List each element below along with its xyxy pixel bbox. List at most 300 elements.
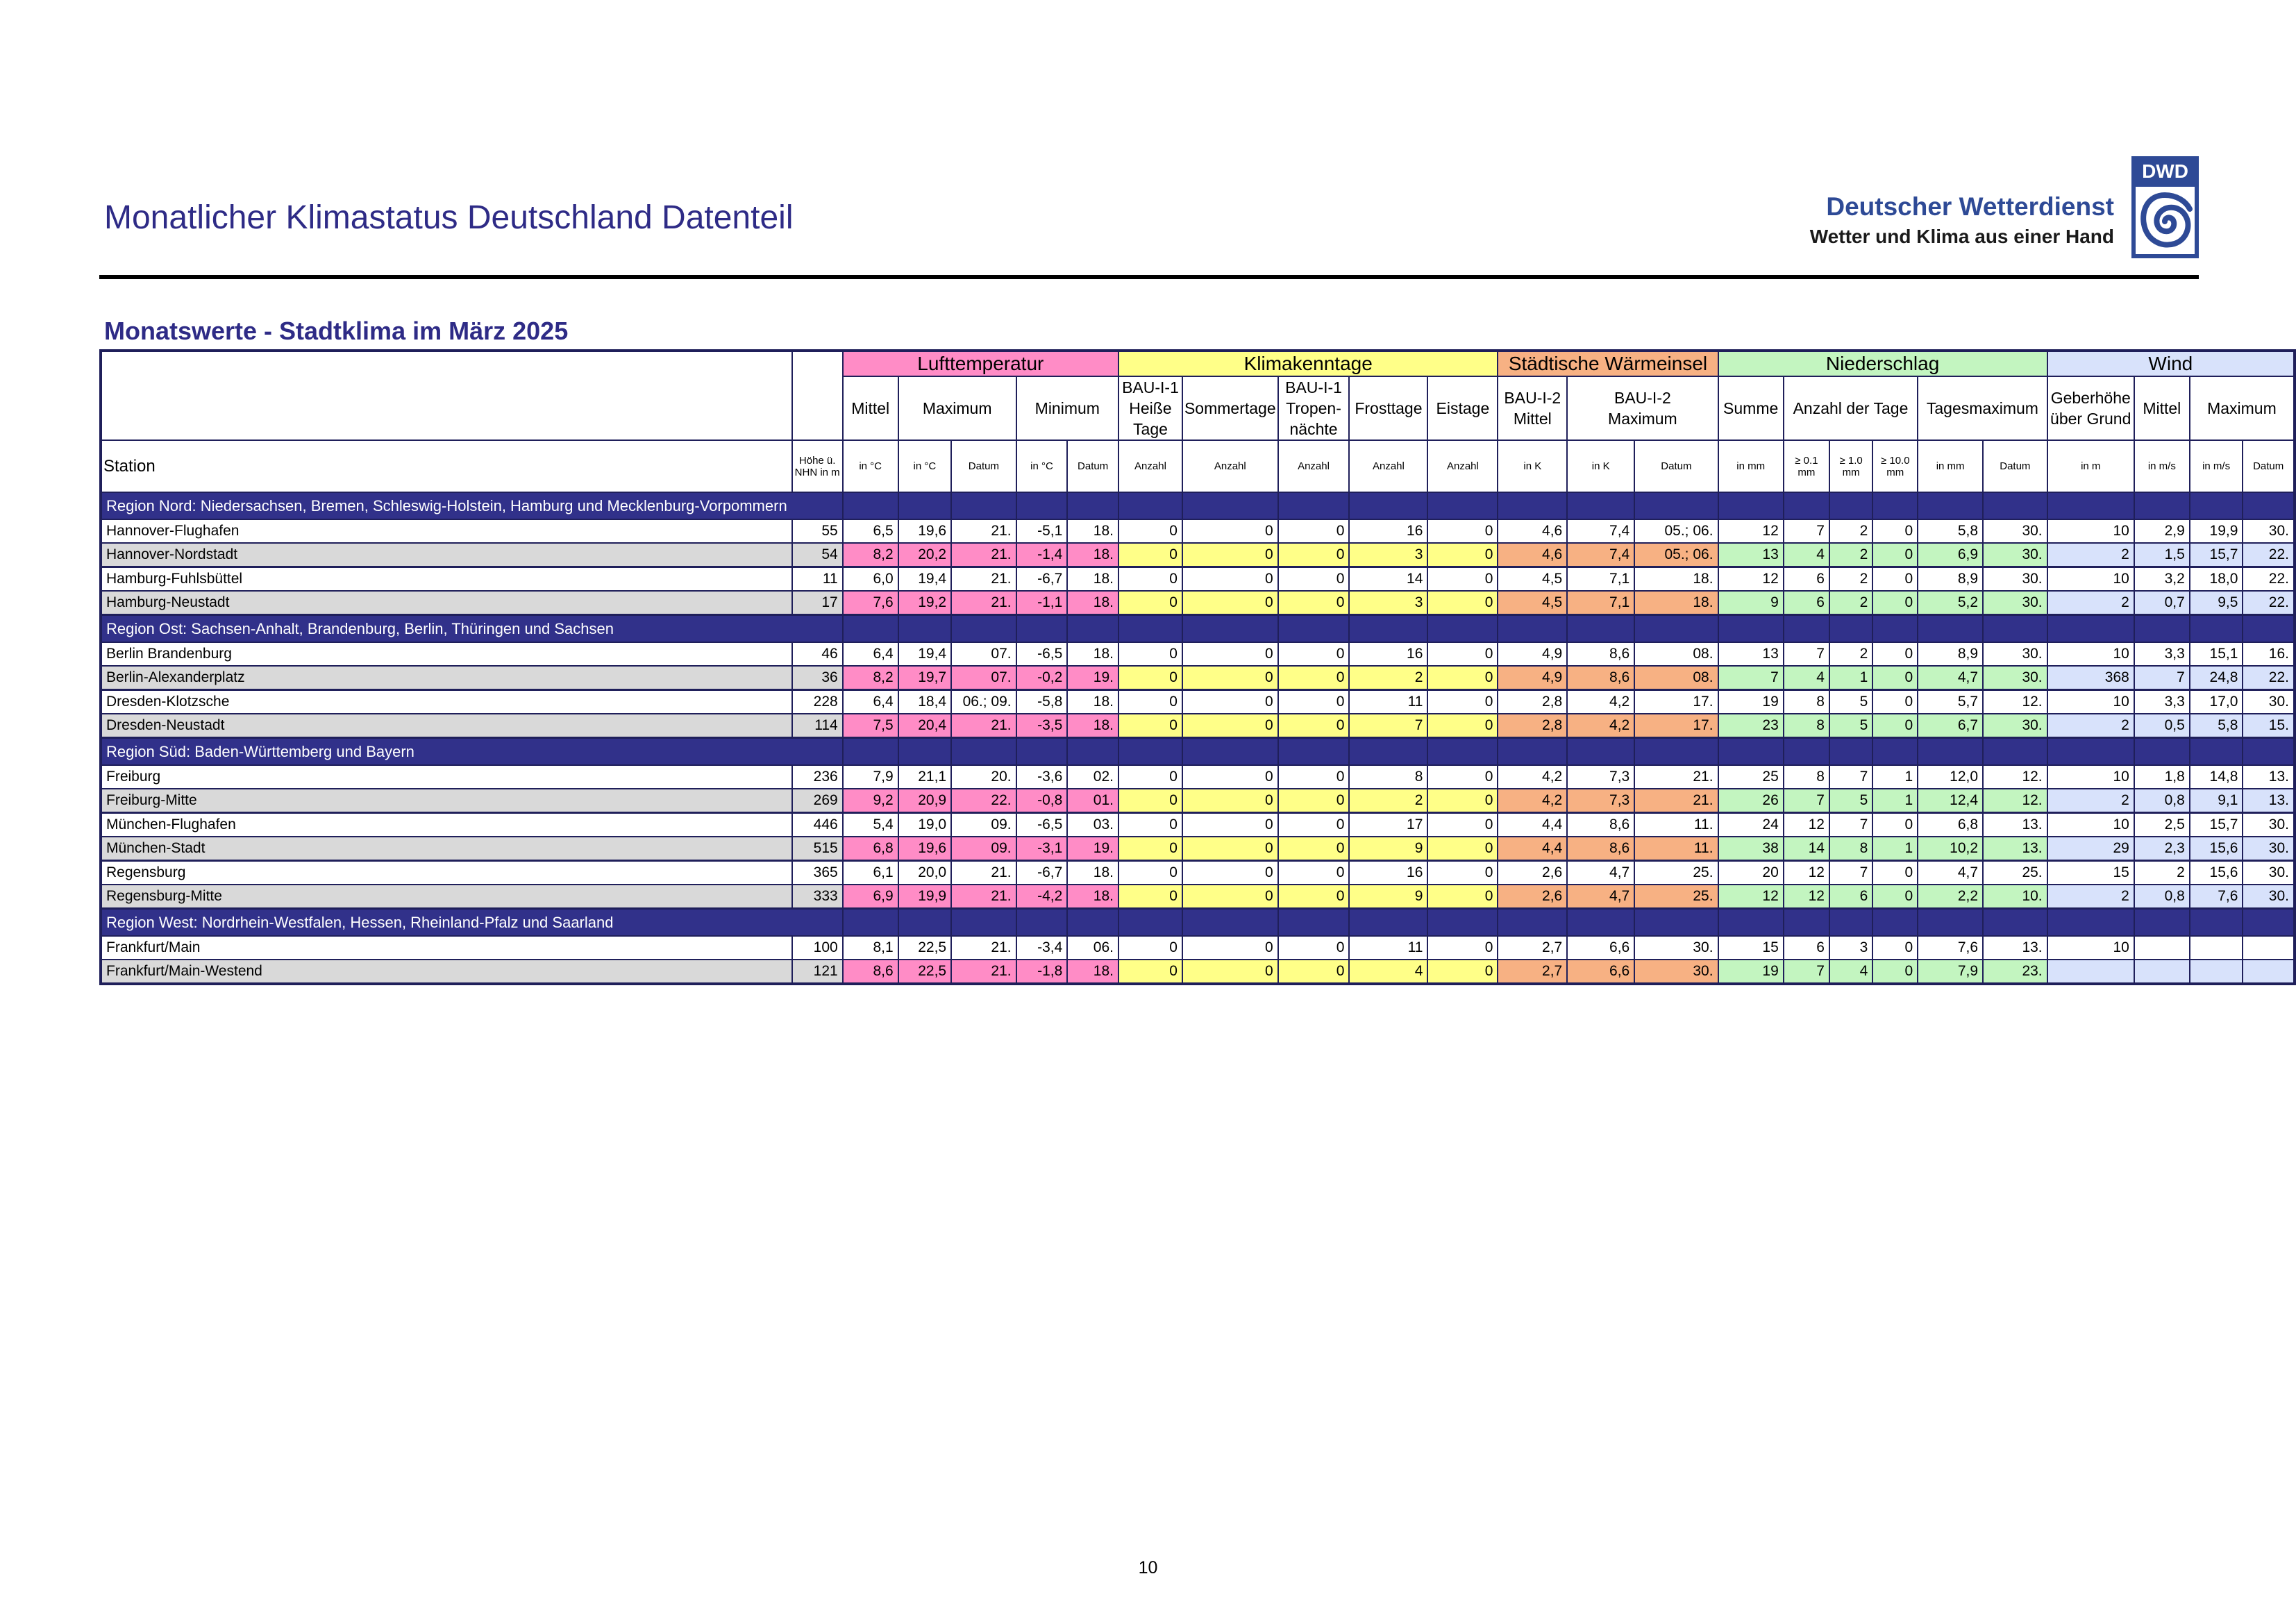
table-cell: 4 bbox=[1784, 543, 1829, 567]
table-cell: 3,2 bbox=[2134, 567, 2190, 592]
table-cell: 8,9 bbox=[1918, 567, 1983, 592]
table-cell: 18. bbox=[1067, 519, 1118, 543]
table-cell: 6,9 bbox=[843, 885, 898, 909]
table-cell: 13. bbox=[1983, 837, 2047, 861]
table-row bbox=[101, 813, 2295, 837]
table-cell: 4,4 bbox=[1498, 837, 1567, 861]
sub-ns-tagesmaximum: Tagesmaximum bbox=[1918, 376, 2047, 440]
table-cell: 2 bbox=[2047, 885, 2134, 909]
region-band-cell bbox=[1349, 738, 1427, 766]
table-cell: 8,6 bbox=[1567, 666, 1634, 690]
table-cell: 8,6 bbox=[1567, 642, 1634, 666]
table-row bbox=[101, 714, 2295, 738]
table-cell: 19 bbox=[1718, 690, 1784, 714]
region-band-cell bbox=[1634, 909, 1718, 937]
table-cell: 8,6 bbox=[1567, 813, 1634, 837]
section-title: Monatswerte - Stadtklima im März 2025 bbox=[104, 317, 569, 345]
table-cell: 6 bbox=[1784, 591, 1829, 615]
table-cell: 08. bbox=[1634, 642, 1718, 666]
table-cell: 9 bbox=[1349, 837, 1427, 861]
table-cell: -6,7 bbox=[1016, 861, 1068, 885]
unit-cell: Datum bbox=[1983, 440, 2047, 492]
table-cell: 4,7 bbox=[1918, 861, 1983, 885]
table-cell: 22,5 bbox=[898, 960, 951, 984]
table-cell: 55 bbox=[792, 519, 843, 543]
table-cell: 20,4 bbox=[898, 714, 951, 738]
table-row bbox=[101, 543, 2295, 567]
unit-cell: Anzahl bbox=[1427, 440, 1498, 492]
table-cell: 5 bbox=[1829, 789, 1872, 813]
table-cell bbox=[2243, 960, 2295, 984]
table-cell: 9 bbox=[1349, 885, 1427, 909]
table-cell: 4,2 bbox=[1498, 789, 1567, 813]
table-cell: 3 bbox=[1349, 591, 1427, 615]
station-name: Berlin Brandenburg bbox=[101, 642, 792, 666]
table-cell: 15 bbox=[2047, 861, 2134, 885]
group-niederschlag: Niederschlag bbox=[1718, 351, 2047, 376]
table-cell: 2 bbox=[1829, 567, 1872, 592]
table-cell: -5,1 bbox=[1016, 519, 1068, 543]
table-cell: 1 bbox=[1872, 789, 1918, 813]
header-rule bbox=[99, 275, 2199, 279]
table-cell: 7,3 bbox=[1567, 765, 1634, 789]
table-cell: 03. bbox=[1067, 813, 1118, 837]
table-cell: 30. bbox=[2243, 837, 2295, 861]
table-cell: 30. bbox=[1983, 543, 2047, 567]
table-cell: 10,2 bbox=[1918, 837, 1983, 861]
table-cell: 6,6 bbox=[1567, 936, 1634, 960]
table-cell: 0 bbox=[1118, 813, 1182, 837]
page-title: Monatlicher Klimastatus Deutschland Datenteil bbox=[104, 199, 794, 236]
region-band-cell bbox=[2047, 738, 2134, 766]
table-cell: 2 bbox=[2047, 789, 2134, 813]
table-cell: 20,2 bbox=[898, 543, 951, 567]
table-cell: 2,5 bbox=[2134, 813, 2190, 837]
table-cell: 30. bbox=[2243, 690, 2295, 714]
region-band-cell bbox=[898, 909, 951, 937]
table-cell: 0 bbox=[1427, 519, 1498, 543]
table-cell: 8 bbox=[1784, 690, 1829, 714]
table-cell: 7 bbox=[1784, 789, 1829, 813]
region-band-cell bbox=[1067, 909, 1118, 937]
station-name: Regensburg-Mitte bbox=[101, 885, 792, 909]
sub-tropennaechte: BAU-I-1 Tropen- nächte bbox=[1278, 376, 1350, 440]
table-cell: 269 bbox=[792, 789, 843, 813]
region-band-cell bbox=[1498, 615, 1567, 643]
region-band-cell bbox=[1498, 738, 1567, 766]
table-cell: 12. bbox=[1983, 789, 2047, 813]
table-cell: 12,4 bbox=[1918, 789, 1983, 813]
table-cell: 23 bbox=[1718, 714, 1784, 738]
table-cell: 9 bbox=[1718, 591, 1784, 615]
table-cell: -3,1 bbox=[1016, 837, 1068, 861]
table-cell: 5,4 bbox=[843, 813, 898, 837]
table-cell: 30. bbox=[2243, 813, 2295, 837]
table-cell: 21. bbox=[1634, 789, 1718, 813]
table-cell: 4,2 bbox=[1567, 714, 1634, 738]
table-cell: 30. bbox=[2243, 861, 2295, 885]
region-band-cell bbox=[1278, 615, 1350, 643]
table-cell: 18. bbox=[1067, 543, 1118, 567]
region-band-cell bbox=[1983, 492, 2047, 519]
region-band-cell bbox=[1567, 738, 1634, 766]
table-cell: 9,2 bbox=[843, 789, 898, 813]
table-row bbox=[101, 690, 2295, 714]
table-cell: 11. bbox=[1634, 837, 1718, 861]
region-band-cell bbox=[1118, 738, 1182, 766]
table-cell: -4,2 bbox=[1016, 885, 1068, 909]
region-band-cell bbox=[843, 615, 898, 643]
table-cell: 22,5 bbox=[898, 936, 951, 960]
table-cell: 21. bbox=[951, 936, 1016, 960]
table-cell: 6 bbox=[1784, 567, 1829, 592]
table-cell: 18. bbox=[1634, 591, 1718, 615]
table-cell: 4 bbox=[1784, 666, 1829, 690]
table-cell: 15 bbox=[1718, 936, 1784, 960]
station-name: München-Flughafen bbox=[101, 813, 792, 837]
table-cell: 0 bbox=[1278, 519, 1350, 543]
table-cell: 30. bbox=[1634, 960, 1718, 984]
table-cell: 7,1 bbox=[1567, 567, 1634, 592]
table-row bbox=[101, 567, 2295, 592]
table-cell: 0 bbox=[1427, 885, 1498, 909]
table-cell: 17 bbox=[792, 591, 843, 615]
table-cell: 7,6 bbox=[1918, 936, 1983, 960]
table-cell: 15,6 bbox=[2190, 861, 2243, 885]
table-cell: 30. bbox=[1983, 642, 2047, 666]
table-cell: 12 bbox=[1718, 567, 1784, 592]
sub-frosttage: Frosttage bbox=[1349, 376, 1427, 440]
table-cell: 19,2 bbox=[898, 591, 951, 615]
table-cell: 06.; 09. bbox=[951, 690, 1016, 714]
region-band-cell bbox=[1918, 909, 1983, 937]
table-cell: 0 bbox=[1427, 960, 1498, 984]
table-cell bbox=[2134, 960, 2190, 984]
table-cell: 10 bbox=[2047, 642, 2134, 666]
unit-cell: in m bbox=[2047, 440, 2134, 492]
table-cell: 4,9 bbox=[1498, 642, 1567, 666]
climate-table-body bbox=[101, 492, 2295, 984]
region-band-cell bbox=[843, 492, 898, 519]
table-cell: 7,6 bbox=[2190, 885, 2243, 909]
table-cell: 4,7 bbox=[1918, 666, 1983, 690]
region-band-cell bbox=[2190, 738, 2243, 766]
table-cell: 12 bbox=[1784, 813, 1829, 837]
table-cell: 12. bbox=[1983, 690, 2047, 714]
region-band-cell bbox=[1427, 738, 1498, 766]
table-cell: 15,6 bbox=[2190, 837, 2243, 861]
table-cell: 0 bbox=[1118, 591, 1182, 615]
logo-name: Deutscher Wetterdienst bbox=[1826, 192, 2114, 221]
table-cell: 21. bbox=[1634, 765, 1718, 789]
table-cell: 6,5 bbox=[843, 519, 898, 543]
table-cell: 228 bbox=[792, 690, 843, 714]
table-cell: 26 bbox=[1718, 789, 1784, 813]
table-cell: 21. bbox=[951, 567, 1016, 592]
region-band-cell bbox=[792, 492, 843, 519]
table-cell: 13. bbox=[1983, 936, 2047, 960]
table-cell: -5,8 bbox=[1016, 690, 1068, 714]
region-band-cell bbox=[2243, 909, 2295, 937]
table-cell: 38 bbox=[1718, 837, 1784, 861]
table-cell: 0 bbox=[1182, 936, 1278, 960]
table-cell: -0,2 bbox=[1016, 666, 1068, 690]
table-cell: 13. bbox=[2243, 789, 2295, 813]
table-row bbox=[101, 861, 2295, 885]
unit-cell: Datum bbox=[2243, 440, 2295, 492]
table-cell: 4 bbox=[1349, 960, 1427, 984]
region-band-cell bbox=[1634, 492, 1718, 519]
table-cell: 2 bbox=[1829, 642, 1872, 666]
table-cell: 02. bbox=[1067, 765, 1118, 789]
region-band-cell bbox=[1918, 738, 1983, 766]
region-band-cell bbox=[2134, 615, 2190, 643]
table-cell: 0 bbox=[1278, 642, 1350, 666]
table-cell: 0 bbox=[1427, 765, 1498, 789]
table-cell: 4,9 bbox=[1498, 666, 1567, 690]
table-cell: 7 bbox=[1784, 960, 1829, 984]
table-cell: 3 bbox=[1829, 936, 1872, 960]
region-band-cell bbox=[1118, 615, 1182, 643]
table-cell bbox=[2047, 960, 2134, 984]
table-cell: 6,9 bbox=[1918, 543, 1983, 567]
table-cell: 0 bbox=[1872, 519, 1918, 543]
hoehe-header-blank bbox=[792, 351, 843, 440]
region-band-cell bbox=[792, 909, 843, 937]
table-cell: 0 bbox=[1182, 813, 1278, 837]
table-cell: 20. bbox=[951, 765, 1016, 789]
table-cell: 01. bbox=[1067, 789, 1118, 813]
table-row bbox=[101, 519, 2295, 543]
table-cell: 07. bbox=[951, 666, 1016, 690]
table-cell: 2 bbox=[1829, 543, 1872, 567]
table-cell: 0 bbox=[1872, 690, 1918, 714]
station-name: Frankfurt/Main bbox=[101, 936, 792, 960]
region-band-cell bbox=[1182, 615, 1278, 643]
region-band-cell bbox=[1784, 492, 1829, 519]
table-cell: 18,0 bbox=[2190, 567, 2243, 592]
table-cell: 30. bbox=[1983, 666, 2047, 690]
table-cell: 0 bbox=[1278, 567, 1350, 592]
table-cell: 6 bbox=[1829, 885, 1872, 909]
region-band-cell bbox=[1634, 615, 1718, 643]
table-cell: 5,7 bbox=[1918, 690, 1983, 714]
table-cell: -3,5 bbox=[1016, 714, 1068, 738]
region-band-cell bbox=[1784, 909, 1829, 937]
table-cell: 2 bbox=[1829, 591, 1872, 615]
unit-cell: in °C bbox=[1016, 440, 1068, 492]
table-cell: 0 bbox=[1118, 714, 1182, 738]
unit-cell: Anzahl bbox=[1349, 440, 1427, 492]
dwd-logo bbox=[1777, 156, 2199, 258]
table-cell: 4,7 bbox=[1567, 885, 1634, 909]
table-cell: 6,1 bbox=[843, 861, 898, 885]
table-row bbox=[101, 960, 2295, 984]
sub-ns-summe: Summe bbox=[1718, 376, 1784, 440]
table-cell: 0 bbox=[1872, 567, 1918, 592]
region-band-cell bbox=[1983, 615, 2047, 643]
table-cell: 0 bbox=[1427, 543, 1498, 567]
table-cell: 4,4 bbox=[1498, 813, 1567, 837]
table-cell: 10. bbox=[1983, 885, 2047, 909]
table-cell: 10 bbox=[2047, 690, 2134, 714]
table-cell: 12 bbox=[1784, 861, 1829, 885]
table-cell: 236 bbox=[792, 765, 843, 789]
region-band-cell bbox=[1829, 492, 1872, 519]
station-name: Hamburg-Neustadt bbox=[101, 591, 792, 615]
sub-eistage: Eistage bbox=[1427, 376, 1498, 440]
region-band-cell bbox=[1918, 615, 1983, 643]
table-cell: 8 bbox=[1784, 714, 1829, 738]
table-cell: 7 bbox=[2134, 666, 2190, 690]
table-cell: 121 bbox=[792, 960, 843, 984]
table-cell: 0 bbox=[1427, 837, 1498, 861]
table-cell: 0 bbox=[1872, 714, 1918, 738]
region-name: Region West: Nordrhein-Westfalen, Hessen, Rheinland-Pfalz und Saarland bbox=[101, 909, 792, 937]
table-cell: 2,6 bbox=[1498, 885, 1567, 909]
sub-lt-minimum: Minimum bbox=[1016, 376, 1118, 440]
table-cell: -1,1 bbox=[1016, 591, 1068, 615]
table-cell: 20,0 bbox=[898, 861, 951, 885]
table-cell: 1 bbox=[1872, 765, 1918, 789]
table-cell: 17 bbox=[1349, 813, 1427, 837]
table-cell: 18. bbox=[1067, 885, 1118, 909]
table-cell: 19. bbox=[1067, 666, 1118, 690]
region-name: Region Ost: Sachsen-Anhalt, Brandenburg, Berlin, Thüringen und Sachsen bbox=[101, 615, 792, 643]
region-band-cell bbox=[1872, 492, 1918, 519]
table-row bbox=[101, 591, 2295, 615]
table-cell: 4,7 bbox=[1567, 861, 1634, 885]
table-cell: 0 bbox=[1278, 936, 1350, 960]
table-cell: 46 bbox=[792, 642, 843, 666]
table-cell: 0 bbox=[1118, 690, 1182, 714]
table-cell: 0 bbox=[1278, 690, 1350, 714]
table-cell: 19,4 bbox=[898, 567, 951, 592]
table-cell: 29 bbox=[2047, 837, 2134, 861]
table-cell: 0 bbox=[1872, 666, 1918, 690]
table-cell: 6,0 bbox=[843, 567, 898, 592]
climate-table bbox=[99, 349, 2296, 985]
region-band-cell bbox=[1182, 909, 1278, 937]
table-row bbox=[101, 789, 2295, 813]
region-band-cell bbox=[1918, 492, 1983, 519]
station-name: Hamburg-Fuhlsbüttel bbox=[101, 567, 792, 592]
table-cell: 30. bbox=[1983, 567, 2047, 592]
group-lufttemperatur: Lufttemperatur bbox=[843, 351, 1118, 376]
table-cell: 25 bbox=[1718, 765, 1784, 789]
region-band-cell bbox=[1016, 492, 1068, 519]
table-cell: -6,5 bbox=[1016, 813, 1068, 837]
unit-cell: in m/s bbox=[2134, 440, 2190, 492]
region-band-cell bbox=[1427, 615, 1498, 643]
table-cell: 0 bbox=[1872, 591, 1918, 615]
unit-cell: ≥ 1.0 mm bbox=[1829, 440, 1872, 492]
region-row bbox=[101, 615, 2295, 643]
table-cell: 18. bbox=[1067, 567, 1118, 592]
table-row bbox=[101, 837, 2295, 861]
table-cell: 7,5 bbox=[843, 714, 898, 738]
table-cell: 365 bbox=[792, 861, 843, 885]
region-band-cell bbox=[843, 738, 898, 766]
table-cell: 1 bbox=[1829, 666, 1872, 690]
table-cell: 6,8 bbox=[1918, 813, 1983, 837]
region-band-cell bbox=[1016, 909, 1068, 937]
table-cell: 10 bbox=[2047, 813, 2134, 837]
table-cell: 6,8 bbox=[843, 837, 898, 861]
table-cell: 23. bbox=[1983, 960, 2047, 984]
table-cell: 2 bbox=[2134, 861, 2190, 885]
sub-ns-anzahl: Anzahl der Tage bbox=[1784, 376, 1918, 440]
sub-wd-maximum: Maximum bbox=[2190, 376, 2295, 440]
region-band-cell bbox=[2190, 615, 2243, 643]
table-cell: 6,7 bbox=[1918, 714, 1983, 738]
region-row bbox=[101, 492, 2295, 519]
table-cell: 0 bbox=[1182, 960, 1278, 984]
table-cell: 0 bbox=[1427, 813, 1498, 837]
table-cell: 2,7 bbox=[1498, 936, 1567, 960]
region-band-cell bbox=[2190, 492, 2243, 519]
group-klimakenntage: Klimakenntage bbox=[1118, 351, 1498, 376]
table-cell: 9,1 bbox=[2190, 789, 2243, 813]
table-cell: 13 bbox=[1718, 642, 1784, 666]
table-cell: 11. bbox=[1634, 813, 1718, 837]
table-cell: 21,1 bbox=[898, 765, 951, 789]
table-cell: 18. bbox=[1067, 690, 1118, 714]
table-cell: 0 bbox=[1872, 861, 1918, 885]
table-cell: 30. bbox=[1983, 714, 2047, 738]
table-cell: 0 bbox=[1427, 936, 1498, 960]
table-cell: 0 bbox=[1182, 543, 1278, 567]
table-row bbox=[101, 936, 2295, 960]
unit-cell: Anzahl bbox=[1182, 440, 1278, 492]
table-cell: 4,6 bbox=[1498, 543, 1567, 567]
table-cell: 333 bbox=[792, 885, 843, 909]
region-band-cell bbox=[1182, 492, 1278, 519]
region-band-cell bbox=[2243, 738, 2295, 766]
table-cell: 13 bbox=[1718, 543, 1784, 567]
table-cell: 0 bbox=[1427, 666, 1498, 690]
table-cell: 19,9 bbox=[898, 885, 951, 909]
sub-wi-mittel: BAU-I-2 Mittel bbox=[1498, 376, 1567, 440]
table-cell: 0 bbox=[1118, 519, 1182, 543]
region-band-cell bbox=[1498, 492, 1567, 519]
region-band-cell bbox=[1278, 492, 1350, 519]
table-cell: 4,2 bbox=[1498, 765, 1567, 789]
table-cell: 18. bbox=[1634, 567, 1718, 592]
region-band-cell bbox=[1067, 738, 1118, 766]
table-cell: 0,8 bbox=[2134, 789, 2190, 813]
table-cell: 0 bbox=[1182, 885, 1278, 909]
table-cell: 4 bbox=[1829, 960, 1872, 984]
region-band-cell bbox=[951, 909, 1016, 937]
table-cell: -3,6 bbox=[1016, 765, 1068, 789]
table-cell: 1 bbox=[1872, 837, 1918, 861]
table-cell: 22. bbox=[951, 789, 1016, 813]
table-cell: 21. bbox=[951, 591, 1016, 615]
table-cell: 19 bbox=[1718, 960, 1784, 984]
unit-cell: in °C bbox=[843, 440, 898, 492]
region-band-cell bbox=[1118, 909, 1182, 937]
table-cell: 25. bbox=[1634, 861, 1718, 885]
table-cell: 7 bbox=[1718, 666, 1784, 690]
sub-wd-mittel: Mittel bbox=[2134, 376, 2190, 440]
table-cell: 7,4 bbox=[1567, 519, 1634, 543]
region-band-cell bbox=[1872, 738, 1918, 766]
unit-cell: Anzahl bbox=[1278, 440, 1350, 492]
region-band-cell bbox=[1016, 738, 1068, 766]
unit-cell: ≥ 0.1 mm bbox=[1784, 440, 1829, 492]
table-cell: 2,8 bbox=[1498, 690, 1567, 714]
